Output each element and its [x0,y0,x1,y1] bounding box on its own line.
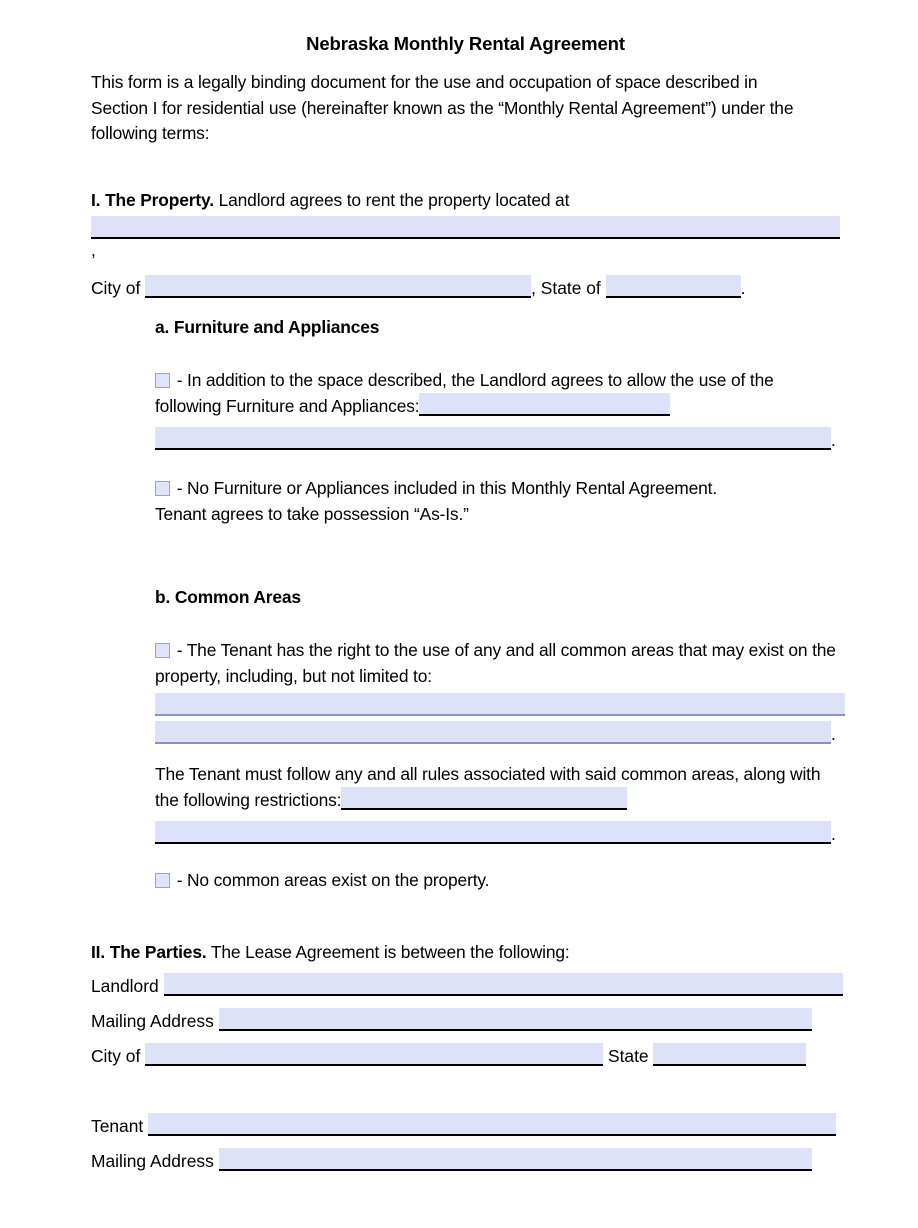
landlord-city-field[interactable] [145,1043,603,1066]
section-property [91,188,840,299]
subsection-common-areas-heading: b. Common Areas [155,587,301,607]
common-areas-option-2-label: - No common areas exist on the property. [176,870,490,890]
furniture-option-1-text [155,367,840,419]
section-parties-heading [91,940,848,964]
property-address-row [91,216,840,261]
landlord-mailing-field[interactable] [219,1008,812,1031]
section-parties-lead: The Lease Agreement is between the following: [210,942,570,962]
tenant-mailing-label: Mailing Address [91,1151,214,1171]
common-areas-rules [155,761,845,845]
common-areas-rules-text [155,761,845,813]
common-areas-line-2-field[interactable] [155,721,831,744]
section-parties-number: II. [91,942,106,962]
landlord-state-field[interactable] [653,1043,806,1066]
tenant-name-label: Tenant [91,1116,144,1136]
landlord-name-label: Landlord [91,976,159,996]
common-areas-rules-label: The Tenant must follow any and all rules associated with said common areas, along with the following restrictions: [155,764,821,810]
property-state-field[interactable] [606,275,741,298]
tenant-mailing-row [91,1148,848,1172]
landlord-name-field[interactable] [164,973,843,996]
property-state-label: , State of [531,278,601,298]
tenant-name-row [91,1113,848,1137]
common-areas-rules-punct: . [831,824,836,844]
landlord-mailing-row [91,1008,848,1032]
section-parties [91,940,848,1172]
common-areas-option-2-checkbox[interactable] [155,873,170,888]
furniture-option-1-field[interactable] [419,393,670,416]
common-areas-line-1-row [155,693,845,717]
property-city-label: City of [91,278,141,298]
furniture-option-1-continuation-field[interactable] [155,427,831,450]
subsection-furniture [155,315,840,527]
common-areas-line-2-punct: . [831,724,836,744]
property-state-punct: . [740,278,746,298]
property-city-state-row [91,275,840,299]
furniture-option-1-continuation-row [155,427,840,451]
section-property-title: The Property. [105,190,214,210]
common-areas-option-1-text [155,637,845,689]
furniture-option-2-text [155,475,765,527]
property-address-field[interactable] [91,216,840,239]
furniture-option-1-punct: . [831,430,836,450]
furniture-option-1-label: - In addition to the space described, the Landlord agrees to allow the use of the following Furniture and Appliances: [155,370,774,416]
landlord-mailing-label: Mailing Address [91,1011,214,1031]
landlord-state-label: State [607,1046,649,1066]
tenant-mailing-field[interactable] [219,1148,812,1171]
section-property-lead: Landlord agrees to rent the property located at [218,190,570,210]
section-property-heading [91,188,840,212]
furniture-option-1 [155,367,840,451]
furniture-option-1-checkbox[interactable] [155,373,170,388]
tenant-name-field[interactable] [148,1113,836,1136]
furniture-option-2-label: - No Furniture or Appliances included in this Monthly Rental Agreement. Tenant agrees to take possession “As-Is.” [155,478,718,524]
common-areas-option-1 [155,637,845,745]
common-areas-rules-continuation-field[interactable] [155,821,831,844]
intro-paragraph: This form is a legally binding document for the use and occupation of space described in Section I for residential use (hereinafter known as the “Monthly Rental Agreement”) under the following terms: [91,72,794,144]
page-title: Nebraska Monthly Rental Agreement [306,33,625,54]
subsection-common-areas [155,585,845,893]
landlord-city-state-row [91,1043,848,1067]
section-parties-title: The Parties. [109,942,207,962]
common-areas-line-2-row [155,721,845,745]
common-areas-option-1-label: - The Tenant has the right to the use of any and all common areas that may exist on the property, including, but not limited to: [155,640,836,686]
landlord-name-row [91,973,848,997]
common-areas-line-1-field[interactable] [155,693,845,716]
furniture-option-2 [155,475,840,527]
common-areas-option-2-text [155,867,845,893]
common-areas-rules-field[interactable] [341,787,627,810]
property-address-punct: , [91,240,96,260]
common-areas-option-1-checkbox[interactable] [155,643,170,658]
section-property-number: I. [91,190,101,210]
common-areas-rules-continuation-row [155,821,845,845]
landlord-city-label: City of [91,1046,141,1066]
property-city-field[interactable] [145,275,531,298]
subsection-furniture-heading: a. Furniture and Appliances [155,317,380,337]
furniture-option-2-checkbox[interactable] [155,481,170,496]
common-areas-option-2 [155,867,845,893]
